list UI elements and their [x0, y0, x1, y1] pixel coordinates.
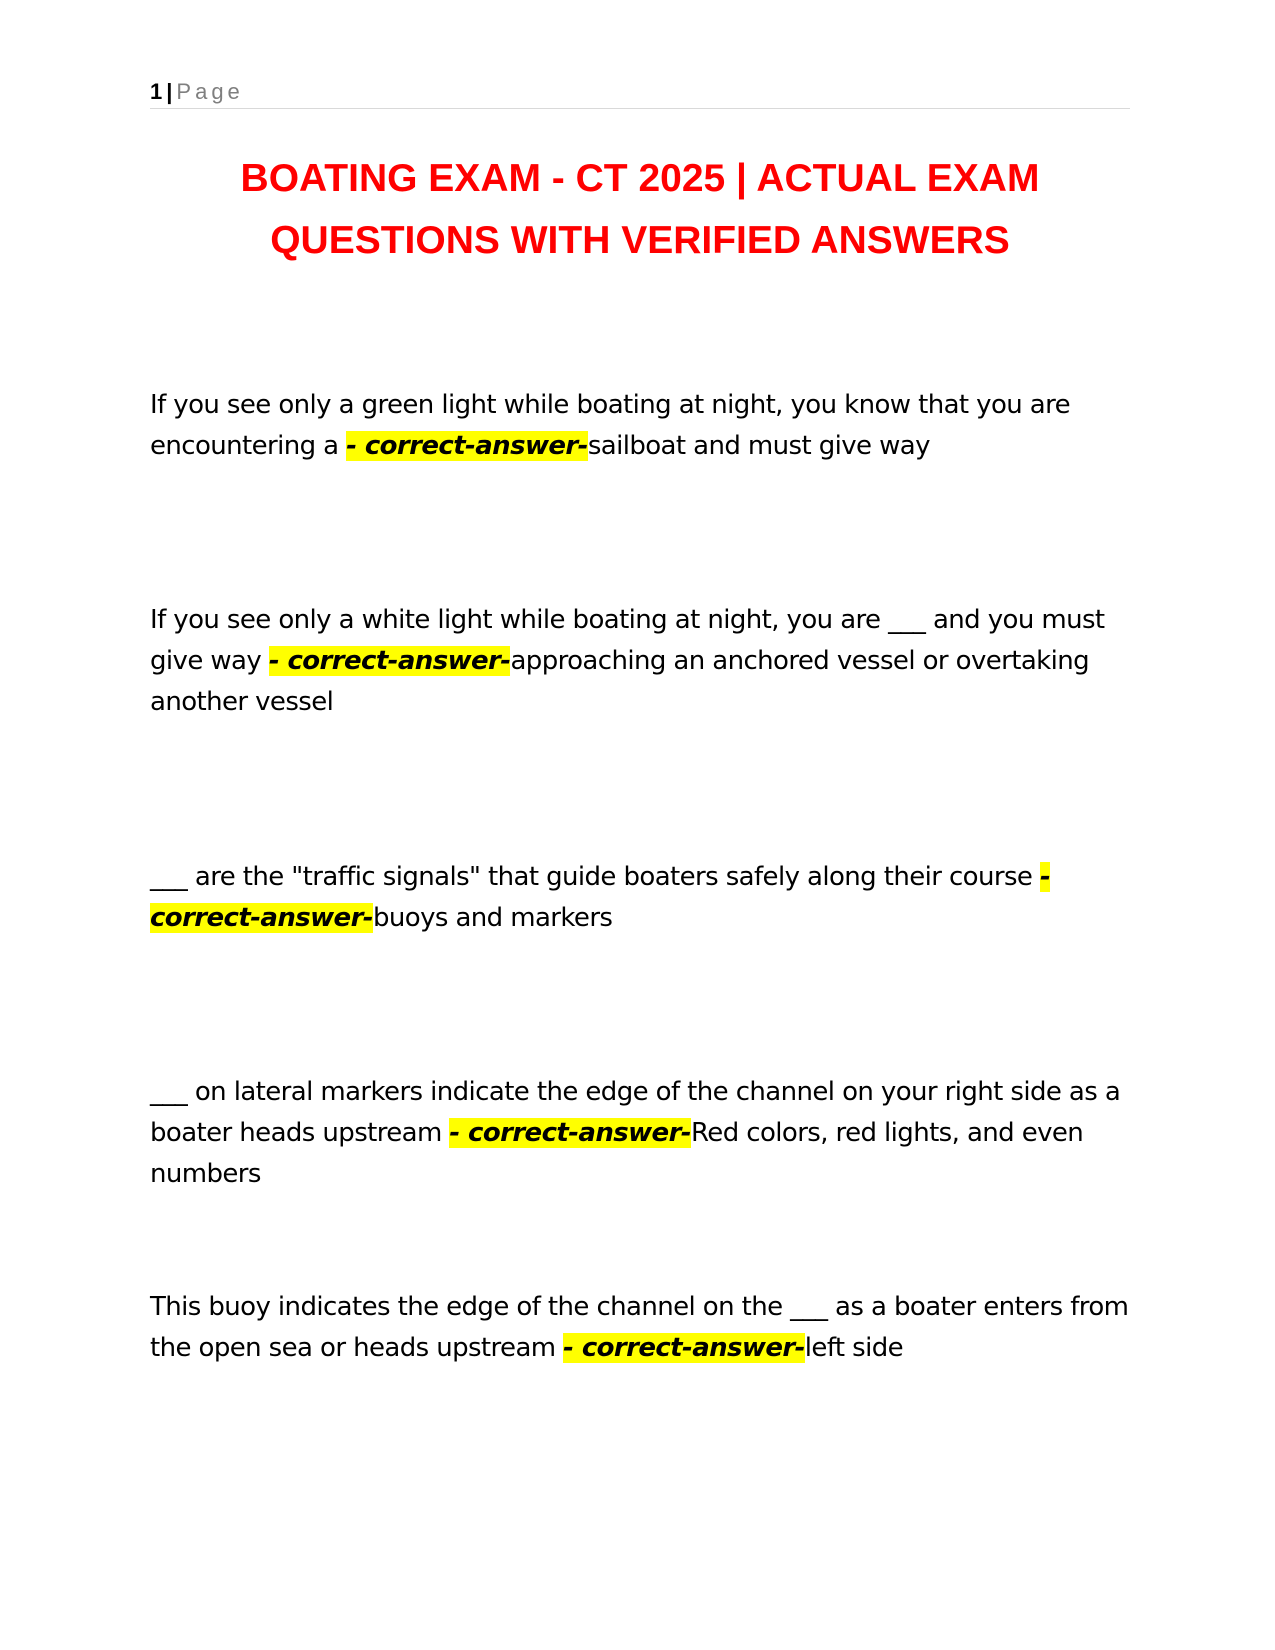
page-separator: | [166, 79, 173, 104]
answer-marker: - correct-answer- [563, 1333, 805, 1363]
answer-text: left side [804, 1333, 904, 1363]
question-text: ___ on lateral markers indicate the edge of the channel on your right side as a boater heads upstream [150, 1077, 1121, 1148]
page-label: Page [176, 79, 244, 104]
qa-item-2 [150, 600, 1135, 723]
qa-item-1 [150, 385, 1135, 467]
page-number: 1 [150, 79, 163, 104]
answer-text: Red colors, red lights, and even numbers [150, 1118, 1084, 1189]
answer-marker: - correct-answer- [268, 646, 511, 676]
qa-item-4 [150, 1072, 1135, 1195]
answer-text: buoys and markers [372, 903, 613, 933]
question-text: ___ are the "traffic signals" that guide boaters safely along their course [150, 862, 1040, 892]
qa-item-3 [150, 857, 1135, 939]
question-text: This buoy indicates the edge of the channel on the ___ as a boater enters from the open sea or heads upstream [150, 1292, 1129, 1363]
answer-text: approaching an anchored vessel or overtaking another vessel [150, 646, 1090, 717]
answer-marker: - correct-answer- [346, 431, 588, 461]
answer-text: sailboat and must give way [587, 431, 930, 461]
question-text: If you see only a green light while boating at night, you know that you are encountering a [150, 390, 1071, 461]
question-text: If you see only a white light while boating at night, you are ___ and you must give way [150, 605, 1105, 676]
page-header [150, 78, 1130, 109]
answer-marker: - correct-answer- [150, 862, 1051, 933]
qa-item-5 [150, 1287, 1135, 1369]
document-title: BOATING EXAM - CT 2025 | ACTUAL EXAM QUESTIONS WITH VERIFIED ANSWERS [240, 157, 1040, 262]
answer-marker: - correct-answer- [449, 1118, 691, 1148]
